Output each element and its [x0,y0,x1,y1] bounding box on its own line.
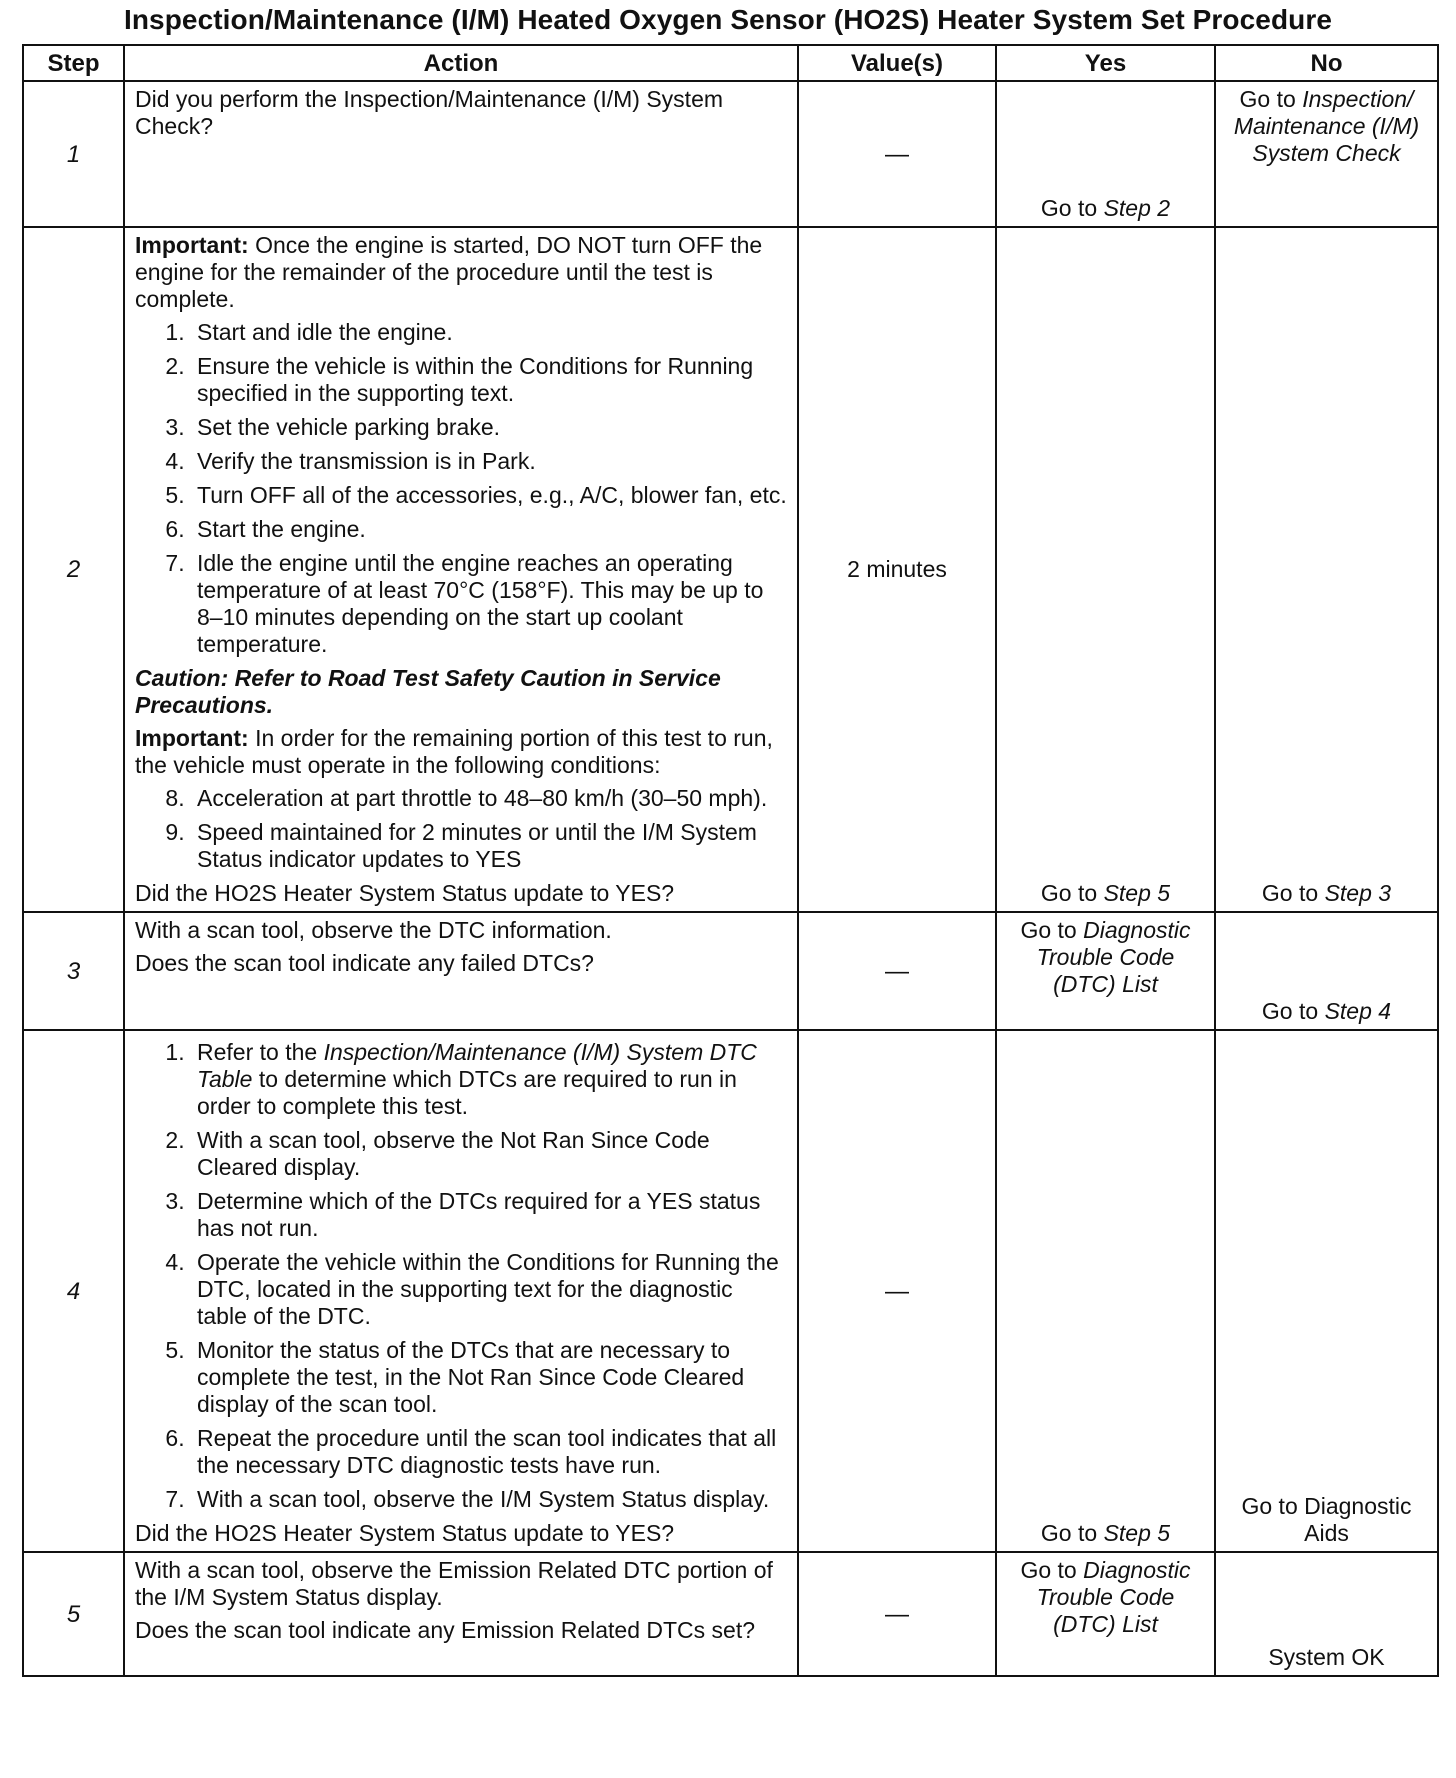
header-no: No [1215,45,1438,81]
no-cell [1215,1030,1438,1552]
yes-link[interactable]: Step 2 [1103,195,1171,221]
list-item [191,1039,787,1120]
no-link[interactable]: Inspection/ Maintenance (I/M) System Check [1233,86,1420,166]
question-text: Does the scan tool indicate any failed DTCs? [135,950,594,976]
yes-cell [996,227,1215,912]
no-cell [1215,227,1438,912]
no-link[interactable]: Go to Diagnostic Aids [1241,1493,1412,1546]
table-row [23,1030,1438,1552]
important-text: In order for the remaining portion of this test to run, the vehicle must operate in the following conditions: [135,725,773,778]
action-cell [124,912,798,1030]
step-number: 2 [23,227,124,912]
list-item: 3. Determine which of the DTCs required for a YES status has not run. [191,1188,787,1242]
list-item: 9. Speed maintained for 2 minutes or until the I/M System Status indicator updates to YES [191,819,787,873]
list-item: 7. Idle the engine until the engine reaches an operating temperature of at least 70°C (158°F). This may be up to 8–10 minutes depending on the start up coolant temperature. [191,550,787,658]
page-title: Inspection/Maintenance (I/M) Heated Oxygen Sensor (HO2S) Heater System Set Procedure [123,4,1333,35]
header-yes: Yes [996,45,1215,81]
empty-value: — [885,140,909,168]
list-item: 6. Start the engine. [191,516,787,543]
no-cell [1215,1552,1438,1676]
yes-link[interactable]: Step 5 [1103,1520,1171,1546]
step-number: 5 [23,1552,124,1676]
yes-link[interactable]: Diagnostic Trouble Code (DTC) List [1036,1557,1191,1637]
important-note [135,232,787,313]
action-cell [124,81,798,227]
yes-prefix: Go to [1020,1557,1084,1583]
value-cell: 2 minutes [798,227,996,912]
important-text: Once the engine is started, DO NOT turn OFF the engine for the remainder of the procedure until the test is complete. [135,232,763,312]
value-cell [798,81,996,227]
procedure-table [22,44,1439,1677]
list-item: 3. Set the vehicle parking brake. [191,414,787,441]
no-cell [1215,912,1438,1030]
no-prefix: Go to [1261,880,1325,906]
list-item: 5. Turn OFF all of the accessories, e.g., A/C, blower fan, etc. [191,482,787,509]
no-prefix: Go to [1261,998,1325,1024]
list-item: 5. Monitor the status of the DTCs that are necessary to complete the test, in the Not Ran Since Code Cleared display of the scan tool. [191,1337,787,1418]
question-text: Did the HO2S Heater System Status update to YES? [135,1520,675,1546]
caution-note: Caution: Refer to Road Test Safety Caution in Service Precautions. [135,665,721,718]
no-cell [1215,81,1438,227]
yes-cell [996,912,1215,1030]
no-link[interactable]: Step 4 [1324,998,1392,1024]
table-row [23,227,1438,912]
list-item: 4. Operate the vehicle within the Conditions for Running the DTC, located in the supporting text for the diagnostic table of the DTC. [191,1249,787,1330]
table-row [23,81,1438,227]
step-number: 3 [23,912,124,1030]
yes-prefix: Go to [1040,195,1104,221]
no-prefix: Go to [1239,86,1303,112]
important-note [135,725,787,779]
instruction-list [135,785,787,873]
yes-cell [996,81,1215,227]
value-cell [798,912,996,1030]
list-item: 8. Acceleration at part throttle to 48–80 km/h (30–50 mph). [191,785,787,812]
header-step: Step [23,45,124,81]
list-item: 4. Verify the transmission is in Park. [191,448,787,475]
header-action: Action [124,45,798,81]
header-row [23,45,1438,81]
yes-link[interactable]: Step 5 [1103,880,1171,906]
yes-link[interactable]: Diagnostic Trouble Code (DTC) List [1036,917,1191,997]
instruction-list [135,319,787,658]
question-text: Does the scan tool indicate any Emission Related DTCs set? [135,1617,756,1643]
question-text: Did the HO2S Heater System Status update to YES? [135,880,675,906]
action-text: Did you perform the Inspection/Maintenance (I/M) System Check? [135,86,724,139]
empty-value: — [885,1277,909,1305]
action-cell [124,1552,798,1676]
result-text: System OK [1268,1644,1385,1670]
list-item-text: to determine which DTCs are required to run in order to complete this test. [197,1066,737,1119]
table-row [23,1552,1438,1676]
list-item: 2. Ensure the vehicle is within the Conditions for Running specified in the supporting text. [191,353,787,407]
dtc-table-link[interactable]: Inspection/Maintenance (I/M) System DTC Table [197,1039,757,1092]
list-item: 1. Start and idle the engine. [191,319,787,346]
yes-prefix: Go to [1040,880,1104,906]
action-text: With a scan tool, observe the Emission Related DTC portion of the I/M System Status display. [135,1557,773,1610]
important-label: Important: [135,232,249,258]
action-cell [124,227,798,912]
instruction-list [135,1039,787,1513]
yes-prefix: Go to [1040,1520,1104,1546]
step-number: 1 [23,81,124,227]
list-item: 7. With a scan tool, observe the I/M System Status display. [191,1486,787,1513]
yes-prefix: Go to [1020,917,1084,943]
value-cell [798,1552,996,1676]
empty-value: — [885,1600,909,1628]
important-label: Important: [135,725,249,751]
no-link[interactable]: Step 3 [1324,880,1392,906]
empty-value: — [885,957,909,985]
list-item-text: Refer to the [197,1039,324,1065]
yes-cell [996,1552,1215,1676]
header-values: Value(s) [798,45,996,81]
value-cell [798,1030,996,1552]
list-item: 2. With a scan tool, observe the Not Ran Since Code Cleared display. [191,1127,787,1181]
list-item: 6. Repeat the procedure until the scan tool indicates that all the necessary DTC diagnostic tests have run. [191,1425,787,1479]
action-text: With a scan tool, observe the DTC information. [135,917,612,943]
action-cell [124,1030,798,1552]
table-row [23,912,1438,1030]
yes-cell [996,1030,1215,1552]
step-number: 4 [23,1030,124,1552]
